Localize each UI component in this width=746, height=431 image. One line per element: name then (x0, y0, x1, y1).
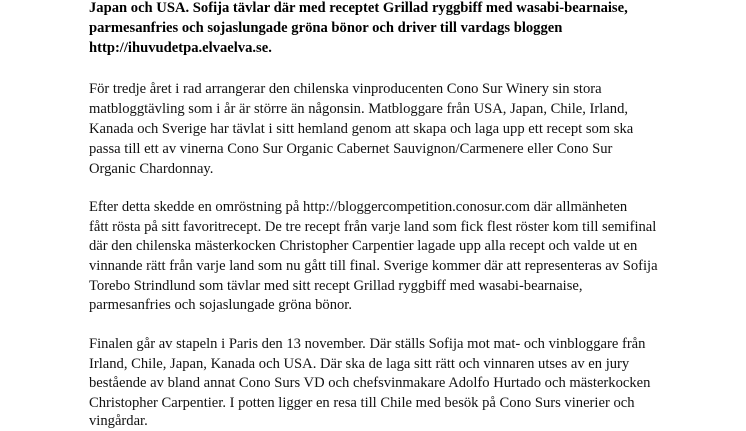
paragraph-line: Irland, Chile, Japan, Kanada och USA. Där ska de laga sitt rätt och vinnaren utses av en jury (89, 356, 630, 372)
paragraph-line: fått rösta på sitt favoritrecept. De tre recept från varje land som fick flest röster kom till semifinal (89, 219, 657, 235)
paragraph-line: Finalen går av stapeln i Paris den 13 november. Där ställs Sofija mot mat- och vinbloggare från (89, 336, 646, 352)
paragraph-line: För tredje året i rad arrangerar den chilenska vinproducenten Cono Sur Winery sin stora (89, 81, 602, 97)
lead-line: http://ihuvudetpa.elvaelva.se. (89, 40, 272, 56)
paragraph-line: där den chilenska mästerkocken Christopher Carpentier lagade upp alla recept och valde ut en (89, 238, 638, 254)
lead-line: parmesanfries och sojaslungade gröna bönor och driver till vardags bloggen (89, 20, 563, 36)
paragraph-line: Organic Chardonnay. (89, 161, 214, 177)
paragraph-line: parmesanfries och sojaslungade gröna bönor. (89, 297, 353, 313)
paragraph-line: bestående av bland annat Cono Surs VD och chefsvinmakare Adolfo Hurtado och mästerkocken (89, 375, 651, 391)
paragraph-line: passa till ett av vinerna Cono Sur Organic Cabernet Sauvignon/Carmenere eller Cono Sur (89, 141, 613, 157)
paragraph-line: Kanada och Sverige har tävlat i sitt hemland genom att skapa och laga upp ett recept som ska (89, 121, 634, 137)
paragraph-line: matbloggtävling som i år är större än någonsin. Matbloggare från USA, Japan, Chile, Irland, (89, 101, 629, 117)
paragraph-line: Efter detta skedde en omröstning på http://bloggercompetition.conosur.com där allmänheten (89, 199, 628, 215)
paragraph-line: vingårdar. (89, 413, 148, 429)
lead-line: Japan och USA. Sofija tävlar där med receptet Grillad ryggbiff med wasabi-bearnaise, (89, 0, 628, 16)
paragraph-line: Torebo Strindlund som tävlar med sitt recept Grillad ryggbiff med wasabi-bearnaise, (89, 278, 583, 294)
paragraph-line: vinnande rätt från varje land som nu gått till final. Sverige kommer där att representeras av Sofija (89, 258, 658, 274)
paragraph-line: Christopher Carpentier. I potten ligger en resa till Chile med besök på Cono Surs vinerier och (89, 395, 635, 411)
